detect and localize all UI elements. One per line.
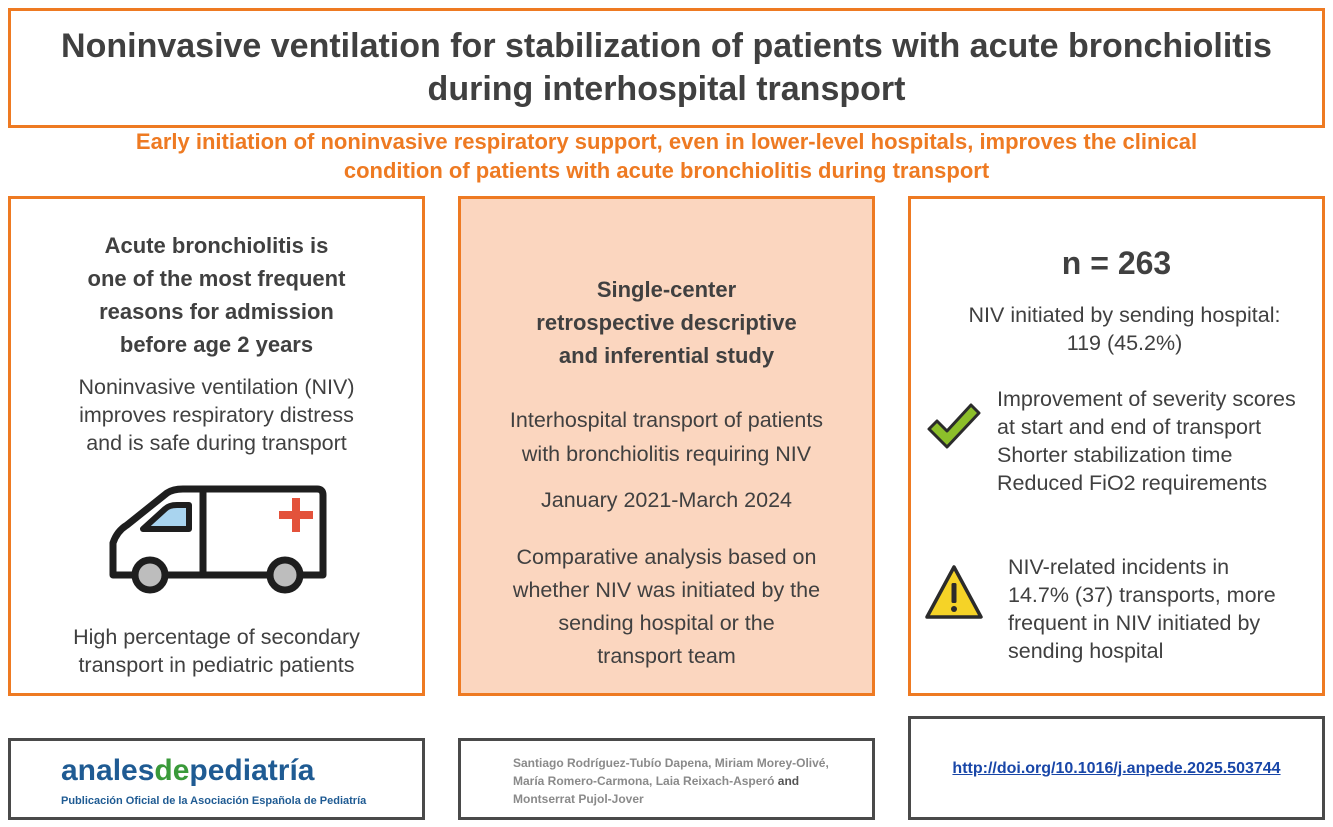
body-line: High percentage of secondary (73, 625, 360, 649)
incident-line: 14.7% (37) transports, more (1008, 583, 1276, 607)
doi-wrap (911, 760, 1322, 778)
author-line: Montserrat Pujol-Jover (513, 792, 644, 806)
heading-line: Single-center (596, 277, 737, 302)
incidents-text (1008, 553, 1326, 665)
heading-line: one of the most frequent (87, 266, 346, 291)
body-line: sending hospital or the (558, 611, 775, 635)
improvement-item: at start and end of transport (997, 415, 1262, 439)
author-line: Santiago Rodríguez-Tubío Dapena, Miriam Morey-Olivé, (513, 756, 829, 770)
journal-logo-box (8, 738, 425, 820)
doi-link[interactable]: http://doi.org/10.1016/j.anpede.2025.503744 (952, 760, 1281, 777)
body-line: transport in pediatric patients (78, 653, 355, 677)
warning-icon (923, 563, 985, 623)
body-line: and is safe during transport (86, 431, 347, 455)
key-message (20, 127, 1313, 185)
niv-initiated-text (911, 301, 1333, 357)
analysis-text (461, 541, 872, 673)
heading-line: retrospective descriptive (536, 310, 797, 335)
background-panel (8, 196, 425, 696)
population-text (461, 403, 872, 471)
author-names: María Romero-Carmona, Laia Reixach-Asperó (513, 774, 775, 788)
sample-size: n = 263 (1061, 245, 1172, 281)
authors-list (513, 754, 829, 808)
secondary-transport-text (11, 623, 422, 679)
ambulance-icon (105, 481, 335, 596)
body-line: whether NIV was initiated by the (512, 578, 821, 602)
heading-line: before age 2 years (119, 332, 314, 357)
study-design-heading (461, 273, 872, 372)
improvements-list (997, 385, 1327, 497)
body-line: transport team (597, 644, 736, 668)
logo-de: de (154, 754, 190, 787)
journal-logo (61, 753, 314, 789)
body-line: improves respiratory distress (79, 403, 354, 427)
author-and: and (777, 774, 800, 788)
key-message-line-1: Early initiation of noninvasive respiratory support, even in lower-level hospitals, improves the clinical (135, 129, 1198, 154)
title-box (8, 8, 1325, 128)
heading-line: Acute bronchiolitis is (104, 233, 329, 258)
methods-panel (458, 196, 875, 696)
incident-line: sending hospital (1008, 639, 1164, 663)
incident-line: frequent in NIV initiated by (1008, 611, 1261, 635)
body-line: NIV initiated by sending hospital: (968, 303, 1281, 327)
body-line: Interhospital transport of patients (509, 408, 824, 432)
heading-line: and inferential study (558, 343, 775, 368)
body-line: Comparative analysis based on (516, 545, 817, 569)
body-line: 119 (45.2%) (1066, 331, 1183, 355)
key-message-line-2: condition of patients with acute bronchiolitis during transport (343, 158, 990, 183)
study-period: January 2021-March 2024 (541, 488, 792, 512)
improvement-item: Reduced FiO2 requirements (997, 471, 1268, 495)
body-line: Noninvasive ventilation (NIV) (78, 375, 355, 399)
logo-anales: anales (61, 754, 155, 787)
results-panel (908, 196, 1325, 696)
body-line: with bronchiolitis requiring NIV (521, 442, 812, 466)
logo-tagline: Publicación Oficial de la Asociación Española de Pediatría (61, 795, 367, 807)
incident-line: NIV-related incidents in (1008, 555, 1230, 579)
authors-box (458, 738, 875, 820)
logo-pediatria: pediatría (189, 754, 315, 787)
heading-line: reasons for admission (99, 299, 334, 324)
main-title-line-1: Noninvasive ventilation for stabilization of patients with acute bronchiolitis (61, 27, 1272, 65)
author-line (513, 772, 829, 790)
background-heading (11, 229, 422, 361)
improvement-item: Shorter stabilization time (997, 443, 1233, 467)
niv-benefit-text (11, 373, 422, 457)
main-title-line-2: during interhospital transport (427, 70, 906, 108)
checkmark-icon (925, 401, 983, 451)
improvement-item: Improvement of severity scores (997, 387, 1296, 411)
doi-box (908, 716, 1325, 820)
